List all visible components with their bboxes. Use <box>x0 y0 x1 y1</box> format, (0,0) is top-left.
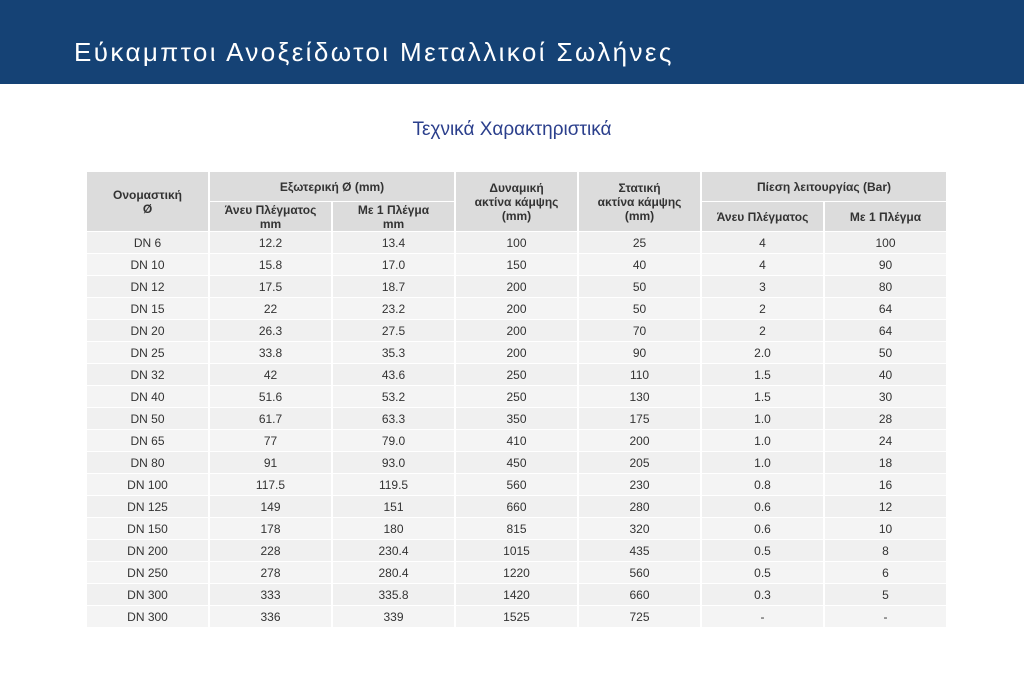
static-radius-cell: 25 <box>579 232 700 253</box>
dynamic-radius-cell: 410 <box>456 430 577 451</box>
static-radius-cell: 230 <box>579 474 700 495</box>
pressure-one-braid-cell: - <box>825 606 946 627</box>
pressure-no-braid-cell: 2 <box>702 320 823 341</box>
table-body <box>87 232 946 627</box>
pressure-no-braid-cell: 4 <box>702 254 823 275</box>
table-row <box>87 496 946 517</box>
nominal-cell: DN 40 <box>87 386 208 407</box>
pressure-no-braid-cell: 1.0 <box>702 452 823 473</box>
outer-no-braid-cell: 117.5 <box>210 474 331 495</box>
outer-one-braid-cell: 230.4 <box>333 540 454 561</box>
pressure-no-braid-cell: 0.5 <box>702 562 823 583</box>
nominal-cell: DN 50 <box>87 408 208 429</box>
header-outer-diameter-group: Εξωτερική Ø (mm) <box>210 172 454 201</box>
static-radius-cell: 50 <box>579 276 700 297</box>
static-radius-cell: 280 <box>579 496 700 517</box>
pressure-one-braid-cell: 5 <box>825 584 946 605</box>
pressure-no-braid-cell: 0.8 <box>702 474 823 495</box>
table-row <box>87 276 946 297</box>
outer-no-braid-cell: 22 <box>210 298 331 319</box>
outer-no-braid-cell: 178 <box>210 518 331 539</box>
dynamic-radius-cell: 150 <box>456 254 577 275</box>
outer-no-braid-cell: 228 <box>210 540 331 561</box>
pressure-one-braid-cell: 40 <box>825 364 946 385</box>
table-row <box>87 342 946 363</box>
header-static-bend-radius: Στατική ακτίνα κάμψης (mm) <box>579 172 700 231</box>
dynamic-radius-cell: 1420 <box>456 584 577 605</box>
pressure-one-braid-cell: 8 <box>825 540 946 561</box>
table-row <box>87 386 946 407</box>
table-row <box>87 606 946 627</box>
dynamic-radius-cell: 250 <box>456 364 577 385</box>
nominal-cell: DN 65 <box>87 430 208 451</box>
nominal-cell: DN 32 <box>87 364 208 385</box>
pressure-no-braid-cell: - <box>702 606 823 627</box>
static-radius-cell: 175 <box>579 408 700 429</box>
pressure-one-braid-cell: 12 <box>825 496 946 517</box>
static-radius-cell: 70 <box>579 320 700 341</box>
nominal-cell: DN 15 <box>87 298 208 319</box>
nominal-cell: DN 100 <box>87 474 208 495</box>
outer-one-braid-cell: 18.7 <box>333 276 454 297</box>
table-row <box>87 320 946 341</box>
header-pressure-no-braid: Άνευ Πλέγματος <box>702 202 823 231</box>
static-radius-cell: 660 <box>579 584 700 605</box>
header-pressure-one-braid: Με 1 Πλέγμα <box>825 202 946 231</box>
dynamic-radius-cell: 250 <box>456 386 577 407</box>
outer-one-braid-cell: 13.4 <box>333 232 454 253</box>
dynamic-radius-cell: 450 <box>456 452 577 473</box>
header-dynamic-bend-radius: Δυναμική ακτίνα κάμψης (mm) <box>456 172 577 231</box>
static-radius-cell: 725 <box>579 606 700 627</box>
pressure-no-braid-cell: 1.0 <box>702 430 823 451</box>
outer-no-braid-cell: 336 <box>210 606 331 627</box>
nominal-cell: DN 300 <box>87 584 208 605</box>
pressure-no-braid-cell: 0.6 <box>702 518 823 539</box>
table-row <box>87 584 946 605</box>
nominal-cell: DN 250 <box>87 562 208 583</box>
pressure-one-braid-cell: 64 <box>825 298 946 319</box>
dynamic-radius-cell: 200 <box>456 320 577 341</box>
nominal-cell: DN 80 <box>87 452 208 473</box>
outer-no-braid-cell: 26.3 <box>210 320 331 341</box>
static-radius-cell: 435 <box>579 540 700 561</box>
pressure-one-braid-cell: 28 <box>825 408 946 429</box>
static-radius-cell: 40 <box>579 254 700 275</box>
dynamic-radius-cell: 660 <box>456 496 577 517</box>
pressure-no-braid-cell: 0.6 <box>702 496 823 517</box>
static-radius-cell: 205 <box>579 452 700 473</box>
outer-one-braid-cell: 151 <box>333 496 454 517</box>
static-radius-cell: 560 <box>579 562 700 583</box>
outer-one-braid-cell: 27.5 <box>333 320 454 341</box>
pressure-no-braid-cell: 1.0 <box>702 408 823 429</box>
static-radius-cell: 130 <box>579 386 700 407</box>
outer-one-braid-cell: 280.4 <box>333 562 454 583</box>
dynamic-radius-cell: 1015 <box>456 540 577 561</box>
dynamic-radius-cell: 1525 <box>456 606 577 627</box>
outer-no-braid-cell: 149 <box>210 496 331 517</box>
nominal-cell: DN 20 <box>87 320 208 341</box>
table-row <box>87 364 946 385</box>
pressure-no-braid-cell: 0.5 <box>702 540 823 561</box>
table-row <box>87 232 946 253</box>
outer-one-braid-cell: 23.2 <box>333 298 454 319</box>
dynamic-radius-cell: 560 <box>456 474 577 495</box>
outer-no-braid-cell: 17.5 <box>210 276 331 297</box>
outer-no-braid-cell: 51.6 <box>210 386 331 407</box>
dynamic-radius-cell: 200 <box>456 298 577 319</box>
nominal-cell: DN 200 <box>87 540 208 561</box>
outer-no-braid-cell: 91 <box>210 452 331 473</box>
pressure-no-braid-cell: 0.3 <box>702 584 823 605</box>
outer-one-braid-cell: 93.0 <box>333 452 454 473</box>
pressure-one-braid-cell: 10 <box>825 518 946 539</box>
pressure-no-braid-cell: 1.5 <box>702 364 823 385</box>
nominal-cell: DN 6 <box>87 232 208 253</box>
nominal-cell: DN 150 <box>87 518 208 539</box>
outer-one-braid-cell: 17.0 <box>333 254 454 275</box>
pressure-one-braid-cell: 80 <box>825 276 946 297</box>
pressure-one-braid-cell: 6 <box>825 562 946 583</box>
table-row <box>87 254 946 275</box>
outer-no-braid-cell: 12.2 <box>210 232 331 253</box>
static-radius-cell: 90 <box>579 342 700 363</box>
pressure-one-braid-cell: 90 <box>825 254 946 275</box>
pressure-one-braid-cell: 24 <box>825 430 946 451</box>
dynamic-radius-cell: 815 <box>456 518 577 539</box>
outer-no-braid-cell: 61.7 <box>210 408 331 429</box>
page-title: Εύκαμπτοι Ανοξείδωτοι Μεταλλικοί Σωλήνες <box>74 37 674 67</box>
dynamic-radius-cell: 1220 <box>456 562 577 583</box>
nominal-cell: DN 12 <box>87 276 208 297</box>
outer-one-braid-cell: 339 <box>333 606 454 627</box>
outer-one-braid-cell: 119.5 <box>333 474 454 495</box>
dynamic-radius-cell: 200 <box>456 276 577 297</box>
pressure-no-braid-cell: 4 <box>702 232 823 253</box>
outer-one-braid-cell: 43.6 <box>333 364 454 385</box>
static-radius-cell: 50 <box>579 298 700 319</box>
header-nominal-diameter: Ονομαστική Ø <box>87 172 208 231</box>
nominal-cell: DN 10 <box>87 254 208 275</box>
nominal-cell: DN 300 <box>87 606 208 627</box>
outer-no-braid-cell: 15.8 <box>210 254 331 275</box>
nominal-cell: DN 125 <box>87 496 208 517</box>
static-radius-cell: 110 <box>579 364 700 385</box>
static-radius-cell: 200 <box>579 430 700 451</box>
outer-one-braid-cell: 63.3 <box>333 408 454 429</box>
pressure-one-braid-cell: 30 <box>825 386 946 407</box>
header-outer-one-braid: Με 1 Πλέγμα mm <box>333 202 454 231</box>
pressure-no-braid-cell: 1.5 <box>702 386 823 407</box>
section-subtitle: Τεχνικά Χαρακτηριστικά <box>412 119 612 140</box>
outer-no-braid-cell: 42 <box>210 364 331 385</box>
outer-one-braid-cell: 35.3 <box>333 342 454 363</box>
pressure-one-braid-cell: 16 <box>825 474 946 495</box>
pressure-one-braid-cell: 50 <box>825 342 946 363</box>
table-row <box>87 518 946 539</box>
outer-one-braid-cell: 180 <box>333 518 454 539</box>
dynamic-radius-cell: 100 <box>456 232 577 253</box>
dynamic-radius-cell: 350 <box>456 408 577 429</box>
outer-no-braid-cell: 33.8 <box>210 342 331 363</box>
outer-no-braid-cell: 278 <box>210 562 331 583</box>
outer-one-braid-cell: 79.0 <box>333 430 454 451</box>
table-row <box>87 298 946 319</box>
table-row <box>87 452 946 473</box>
pressure-one-braid-cell: 64 <box>825 320 946 341</box>
title-banner <box>0 0 1024 84</box>
specs-table <box>85 171 948 628</box>
table-row <box>87 562 946 583</box>
table-row <box>87 540 946 561</box>
pressure-one-braid-cell: 18 <box>825 452 946 473</box>
table-row <box>87 408 946 429</box>
static-radius-cell: 320 <box>579 518 700 539</box>
outer-no-braid-cell: 333 <box>210 584 331 605</box>
table-row <box>87 430 946 451</box>
table-row <box>87 474 946 495</box>
pressure-no-braid-cell: 2.0 <box>702 342 823 363</box>
header-operating-pressure-group: Πίεση λειτουργίας (Bar) <box>702 172 946 201</box>
pressure-one-braid-cell: 100 <box>825 232 946 253</box>
header-outer-no-braid: Άνευ Πλέγματος mm <box>210 202 331 231</box>
pressure-no-braid-cell: 2 <box>702 298 823 319</box>
outer-one-braid-cell: 53.2 <box>333 386 454 407</box>
outer-one-braid-cell: 335.8 <box>333 584 454 605</box>
outer-no-braid-cell: 77 <box>210 430 331 451</box>
nominal-cell: DN 25 <box>87 342 208 363</box>
dynamic-radius-cell: 200 <box>456 342 577 363</box>
pressure-no-braid-cell: 3 <box>702 276 823 297</box>
